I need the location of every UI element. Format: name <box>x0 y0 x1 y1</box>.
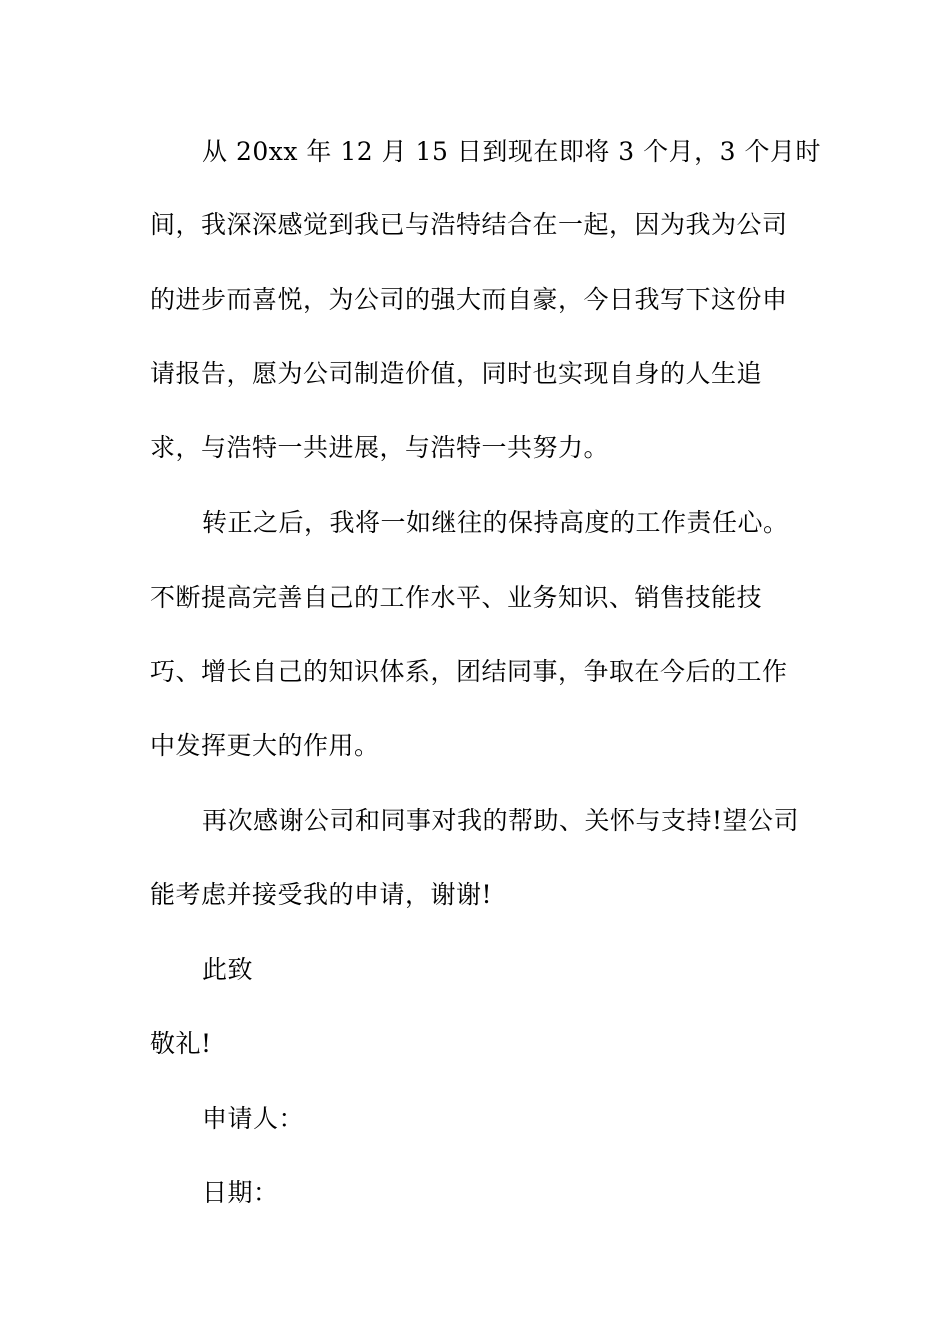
paragraph-1-line-1: 从 20xx 年 12 月 15 日到现在即将 3 个月，3 个月时 <box>202 137 821 166</box>
paragraph-2-line-4: 中发挥更大的作用。 <box>150 731 380 760</box>
paragraph-3-line-2: 能考虑并接受我的申请，谢谢! <box>150 880 493 909</box>
date-label: 日期： <box>202 1178 279 1207</box>
paragraph-3-line-1: 再次感谢公司和同事对我的帮助、关怀与支持!望公司 <box>202 806 800 835</box>
paragraph-1-line-5: 求，与浩特一共进展，与浩特一共努力。 <box>150 433 610 462</box>
applicant-label: 申请人： <box>202 1104 305 1133</box>
paragraph-2-line-2: 不断提高完善自己的工作水平、业务知识、销售技能技 <box>150 583 763 612</box>
paragraph-1-line-3: 的进步而喜悦，为公司的强大而自豪，今日我写下这份申 <box>150 285 788 314</box>
paragraph-2-line-3: 巧、增长自己的知识体系，团结同事，争取在今后的工作 <box>150 657 788 686</box>
closing-regards: 敬礼! <box>150 1029 212 1058</box>
paragraph-2-line-1: 转正之后，我将一如继往的保持高度的工作责任心。 <box>202 508 789 537</box>
paragraph-1-line-4: 请报告，愿为公司制造价值，同时也实现自身的人生追 <box>150 359 763 388</box>
closing-salutation: 此致 <box>202 955 254 984</box>
paragraph-1-line-2: 间，我深深感觉到我已与浩特结合在一起，因为我为公司 <box>150 210 788 239</box>
